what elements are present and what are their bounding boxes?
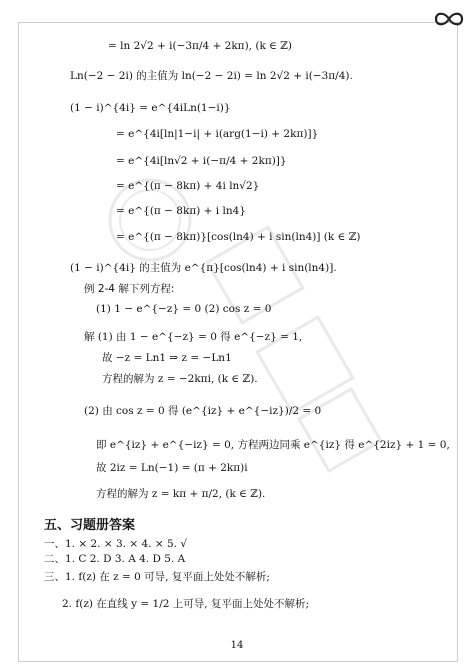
line-03: (1 − i)^{4i} = e^{4iLn(1−i)}: [70, 102, 231, 114]
line-08: = e^{(π − 8kπ)}[cos(ln4) + i sin(ln4)] (k ∈ ℤ): [116, 231, 361, 243]
answer-line-4: 2. f(z) 在直线 y = 1/2 上可导, 复平面上处处不解析;: [62, 598, 309, 610]
line-06: = e^{(π − 8kπ) + 4i ln√2}: [116, 180, 260, 192]
section-heading: 五、习题册答案: [44, 518, 136, 533]
answer-line-2: 二、1. C 2. D 3. A 4. D 5. A: [44, 553, 186, 565]
answer-line-1: 一、1. × 2. × 3. × 4. × 5. √: [44, 538, 188, 550]
line-17: 故 2iz = Ln(−1) = (π + 2kπ)i: [96, 462, 248, 474]
line-16: 即 e^{iz} + e^{−iz} = 0, 方程两边同乘 e^{iz} 得 e^{2iz} + 1 = 0,: [96, 439, 450, 451]
line-09: (1 − i)^{4i} 的主值为 e^{π}[cos(ln4) + i sin(ln4)].: [70, 262, 337, 274]
infinity-logo-icon: [432, 8, 466, 30]
page-number: 14: [230, 640, 244, 651]
line-02: Ln(−2 − 2i) 的主值为 ln(−2 − 2i) = ln 2√2 + i(−3π/4).: [70, 70, 353, 82]
line-12: 解 (1) 由 1 − e^{−z} = 0 得 e^{−z} = 1,: [84, 331, 303, 343]
line-05: = e^{4i[ln√2 + i(−π/4 + 2kπ)]}: [116, 155, 287, 167]
line-01: = ln 2√2 + i(−3π/4 + 2kπ), (k ∈ ℤ): [108, 40, 293, 52]
answer-line-3: 三、1. f(z) 在 z = 0 可导, 复平面上处处不解析;: [44, 571, 270, 583]
line-04: = e^{4i[ln|1−i| + i(arg(1−i) + 2kπ)]}: [116, 128, 319, 140]
line-18: 方程的解为 z = kπ + π/2, (k ∈ ℤ).: [96, 488, 266, 500]
line-15: (2) 由 cos z = 0 得 (e^{iz} + e^{−iz})/2 = 0: [84, 405, 322, 417]
line-11: (1) 1 − e^{−z} = 0 (2) cos z = 0: [96, 303, 272, 315]
line-07: = e^{(π − 8kπ) + i ln4}: [116, 205, 246, 217]
line-10: 例 2-4 解下列方程:: [84, 283, 175, 295]
line-14: 方程的解为 z = −2kπi, (k ∈ ℤ).: [102, 373, 258, 385]
line-13: 故 −z = Ln1 ⇒ z = −Ln1: [102, 352, 232, 364]
